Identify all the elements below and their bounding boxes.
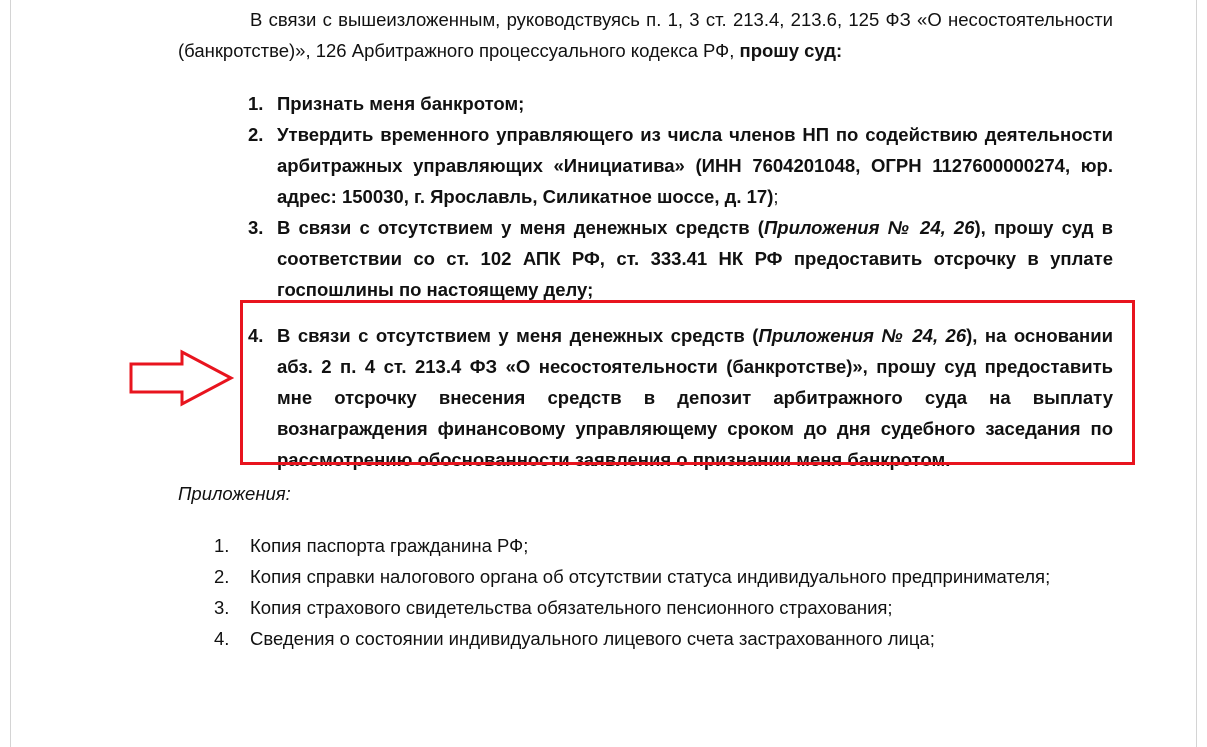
appendix-item-4	[214, 623, 1113, 654]
request-text-post: ), на основании абз. 2 п. 4 ст. 213.4 ФЗ «О несостоятельности (банкротстве)», прошу суд предоставить мне отсрочку внесения средств в депозит арбитражного суда на выплату вознаграждения финансовому управляющему сроком до дня судебного заседания по рассмотрению обоснованности заявления о признании меня банкротом.	[277, 325, 1113, 470]
appendix-number: 4.	[214, 628, 230, 649]
request-item-1	[248, 88, 1113, 119]
request-text-italic: Приложения № 24, 26	[763, 217, 975, 238]
appendix-text: Копия паспорта гражданина РФ;	[250, 535, 529, 556]
appendix-text: Копия справки налогового органа об отсутствии статуса индивидуального предпринимателя;	[250, 566, 1051, 587]
appendix-list	[214, 530, 1113, 654]
page-edge-right	[1196, 0, 1197, 747]
request-number: 1.	[248, 93, 264, 114]
request-text: Признать меня банкротом;	[277, 93, 525, 114]
request-item-3	[248, 212, 1113, 305]
appendix-item-2	[214, 561, 1113, 592]
request-item-2	[248, 119, 1113, 212]
appendix-item-3	[214, 592, 1113, 623]
request-number: 2.	[248, 124, 264, 145]
right-arrow-icon	[128, 349, 234, 407]
appendix-number: 2.	[214, 566, 230, 587]
request-number: 3.	[248, 217, 264, 238]
appendix-text: Сведения о состоянии индивидуального лицевого счета застрахованного лица;	[250, 628, 935, 649]
request-text-pre: В связи с отсутствием у меня денежных средств (	[277, 325, 759, 346]
request-text: Утвердить временного управляющего из числа членов НП по содействию деятельности арбитражных управляющих «Инициатива» (ИНН 7604201048, ОГРН 1127600000274, юр. адрес: 150030, г. Ярославль, Силикатное шоссе, д. 17)	[277, 124, 1113, 207]
request-number: 4.	[248, 325, 264, 346]
appendix-item-1	[214, 530, 1113, 561]
appendix-number: 3.	[214, 597, 230, 618]
appendix-title: Приложения:	[178, 483, 291, 504]
request-tail: ;	[773, 186, 779, 207]
highlight-frame	[240, 300, 1135, 465]
appendix-number: 1.	[214, 535, 230, 556]
request-text-italic: Приложения № 24, 26	[758, 325, 967, 346]
request-text-pre: В связи с отсутствием у меня денежных средств (	[277, 217, 764, 238]
intro-text: В связи с вышеизложенным, руководствуясь п. 1, 3 ст. 213.4, 213.6, 125 ФЗ «О несостоятельности (банкротстве)», 126 Арбитражного процессуального кодекса РФ,	[178, 9, 1113, 61]
intro-bold-tail: прошу суд:	[739, 40, 843, 61]
appendix-text: Копия страхового свидетельства обязательного пенсионного страхования;	[250, 597, 893, 618]
intro-paragraph	[178, 4, 1113, 66]
page-edge-left	[10, 0, 11, 747]
request-text-post: ), прошу суд в соответствии со ст. 102 АПК РФ, ст. 333.41 НК РФ предоставить отсрочку в уплате госпошлины по настоящему делу;	[277, 217, 1113, 300]
